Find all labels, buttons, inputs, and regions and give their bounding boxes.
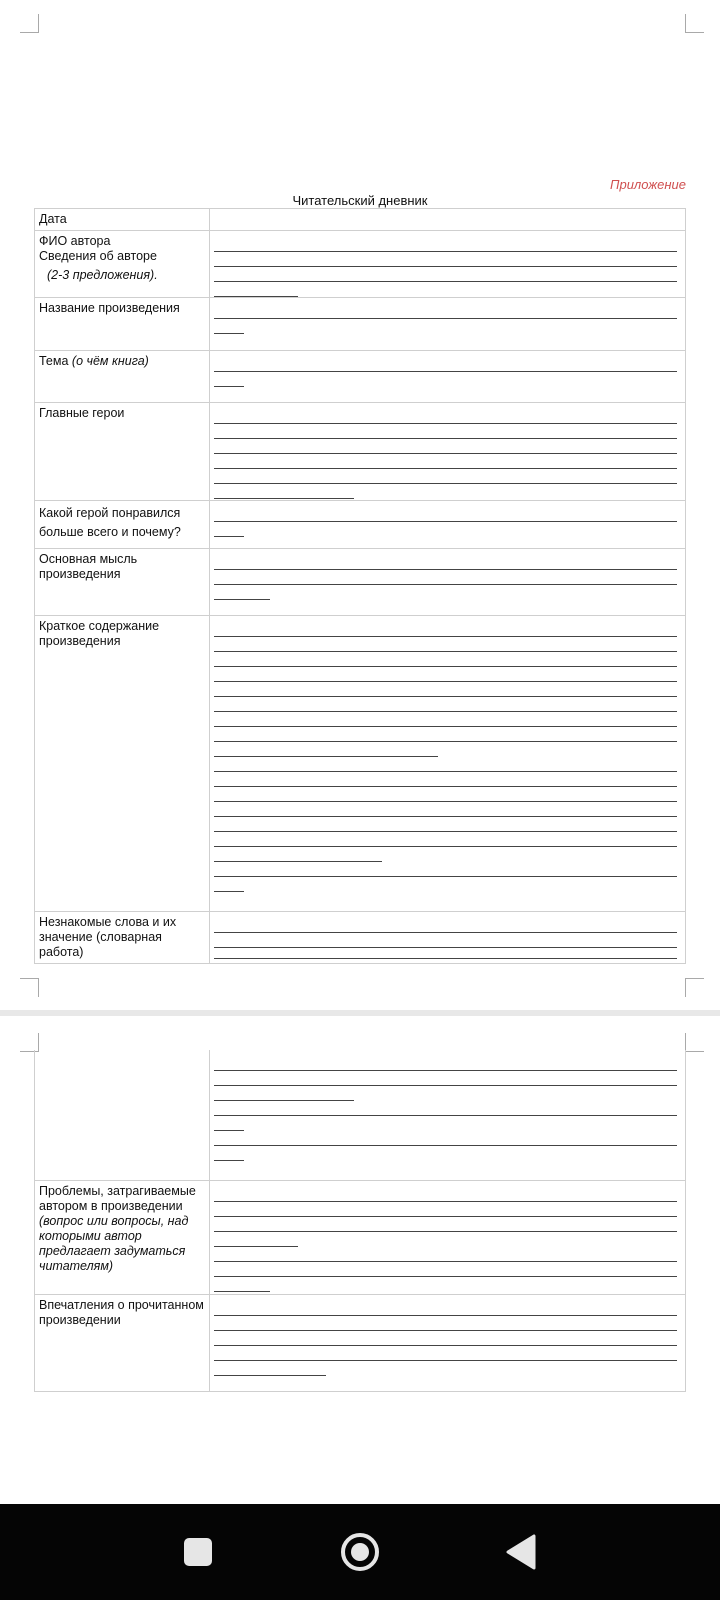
heroes-label: Главные герои xyxy=(35,403,210,501)
table-row xyxy=(35,351,686,403)
author-field[interactable] xyxy=(210,231,686,298)
theme-label: Тема (о чём книга) xyxy=(35,351,210,403)
table-row xyxy=(35,209,686,231)
favorite-hero-field[interactable] xyxy=(210,501,686,549)
theme-field[interactable] xyxy=(210,351,686,403)
main-idea-label: Основная мысль произведения xyxy=(35,549,210,616)
table-row xyxy=(35,1050,686,1180)
document-title: Читательский дневник xyxy=(292,193,428,208)
table-row xyxy=(35,549,686,616)
crop-mark-icon xyxy=(20,14,39,33)
table-row xyxy=(35,1294,686,1391)
favorite-hero-label: Какой герой понравился больше всего и почему? xyxy=(35,501,210,549)
work-title-field[interactable] xyxy=(210,298,686,351)
problems-field[interactable] xyxy=(210,1180,686,1294)
vocabulary-label: Незнакомые слова и их значение (словарная работа) xyxy=(35,912,210,964)
problems-label: Проблемы, затрагиваемые автором в произведении (вопрос или вопросы, над которыми автор предлагает задуматься читателям) xyxy=(35,1180,210,1294)
reading-diary-table xyxy=(34,208,686,964)
crop-mark-icon xyxy=(20,978,39,997)
author-label: ФИО автора Сведения об авторе (2-3 предложения). xyxy=(35,231,210,298)
system-navigation-bar xyxy=(0,1504,720,1600)
summary-field[interactable] xyxy=(210,616,686,912)
table-row xyxy=(35,501,686,549)
table-row xyxy=(35,231,686,298)
date-field[interactable] xyxy=(210,209,686,231)
appendix-label: Приложение xyxy=(610,177,686,192)
recents-square-icon[interactable] xyxy=(174,1528,222,1576)
heroes-field[interactable] xyxy=(210,403,686,501)
crop-mark-icon xyxy=(685,14,704,33)
vocabulary-continued-field[interactable] xyxy=(210,1050,686,1180)
home-circle-icon[interactable] xyxy=(336,1528,384,1576)
table-row xyxy=(35,912,686,964)
summary-label: Краткое содержание произведения xyxy=(35,616,210,912)
date-label: Дата xyxy=(35,209,210,231)
impressions-label: Впечатления о прочитанном произведении xyxy=(35,1294,210,1391)
vocabulary-field[interactable] xyxy=(210,912,686,964)
table-row xyxy=(35,298,686,351)
table-row xyxy=(35,403,686,501)
impressions-field[interactable] xyxy=(210,1294,686,1391)
work-title-label: Название произведения xyxy=(35,298,210,351)
reading-diary-table-continued xyxy=(34,1050,686,1392)
back-triangle-icon[interactable] xyxy=(498,1528,546,1576)
table-row xyxy=(35,1180,686,1294)
vocabulary-continued-label xyxy=(35,1050,210,1180)
main-idea-field[interactable] xyxy=(210,549,686,616)
crop-mark-icon xyxy=(685,1033,704,1052)
crop-mark-icon xyxy=(685,978,704,997)
table-row xyxy=(35,616,686,912)
